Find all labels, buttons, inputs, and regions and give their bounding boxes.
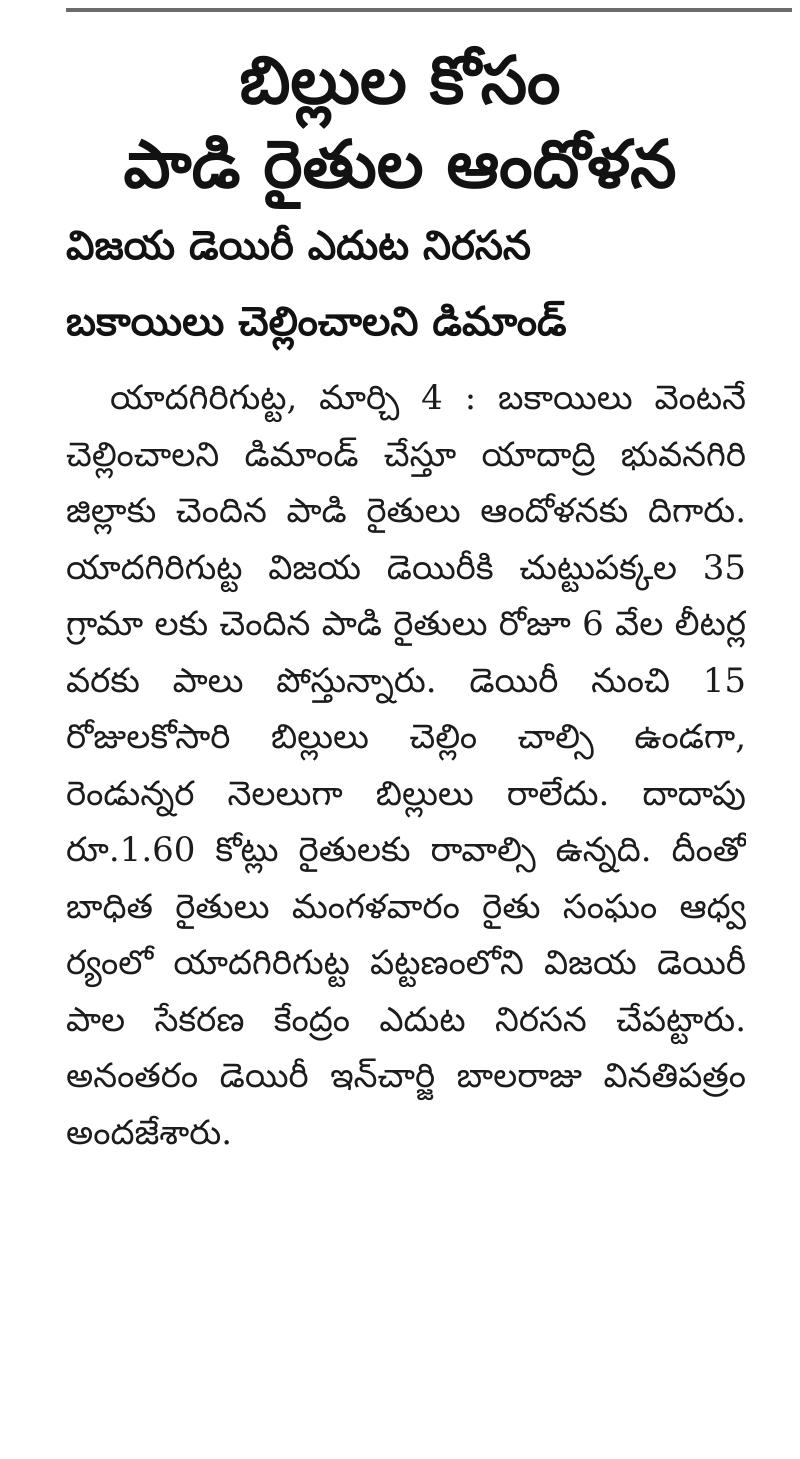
article-body: యాదగిరిగుట్ట, మార్చి 4 : బకాయిలు వెంటనే చెల్లించాలని డిమాండ్‌ చేస్తూ యాదాద్రి భువనగిరి జిల్లాకు చెందిన పాడి రైతులు ఆందోళనకు దిగారు. యాదగిరిగుట్ట విజయ డెయిరీకి చుట్టుపక్కల 35 గ్రామా లకు చెందిన పాడి రైతులు రోజూ 6 వేల లీటర్ల వరకు పాలు పోస్తున్నారు. డెయిరీ నుంచి 15 రోజులకోసారి బిల్లులు చెల్లిం చాల్సి ఉండగా, రెండున్నర నెలలుగా బిల్లులు రాలేదు. దాదాపు రూ.1.60 కోట్లు రైతులకు రావాల్సి ఉన్నది. దీంతో బాధిత రైతులు మంగళవారం రైతు సంఘం ఆధ్వ ర్యంలో యాదగిరిగుట్ట పట్టణంలోని విజయ డెయిరీ పాల సేకరణ కేంద్రం ఎదుట నిరసన చేపట్టారు. అనంతరం డెయిరీ ఇన్‌చార్జి బాలరాజు వినతిపత్రం అందజేశారు. — [66, 378, 746, 1153]
headline-line-2: పాడి రైతుల ఆందోళన — [123, 126, 677, 203]
headline-line-1: బిల్లుల కోసం — [239, 42, 561, 119]
subheading-2: బకాయిలు చెల్లించాలని డిమాండ్‌ — [66, 299, 567, 345]
subheading-1: విజయ డెయిరీ ఎదుట నిరసన — [66, 223, 532, 269]
